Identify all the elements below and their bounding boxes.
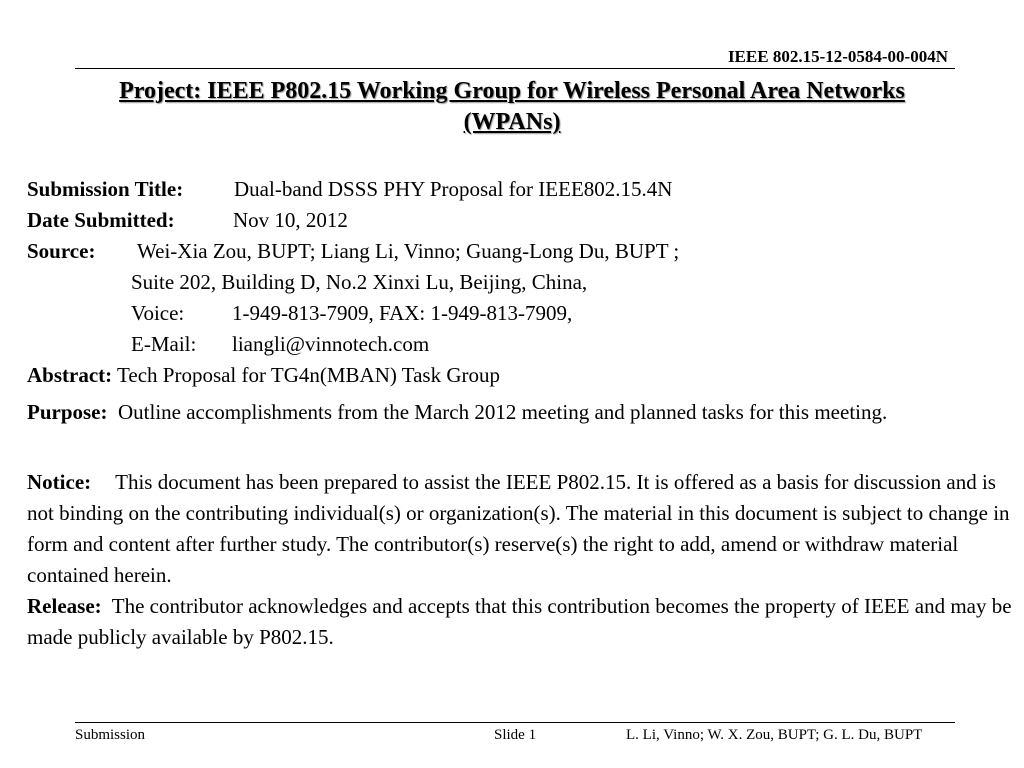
- project-title: [40, 76, 984, 138]
- voice-value: 1-949-813-7909, FAX: 1-949-813-7909,: [232, 301, 573, 325]
- email-label: E-Mail:: [131, 332, 197, 356]
- source-row: [27, 236, 1019, 267]
- document-id: IEEE 802.15-12-0584-00-004N: [727, 47, 948, 66]
- header-divider: [75, 68, 955, 69]
- purpose-label: Purpose:: [27, 400, 108, 424]
- submission-title-value: Dual-band DSSS PHY Proposal for IEEE802.15.4N: [234, 177, 673, 201]
- footer-authors: L. Li, Vinno; W. X. Zou, BUPT; G. L. Du, BUPT: [626, 727, 923, 743]
- footer-divider: [75, 722, 955, 723]
- release-paragraph: [27, 591, 1019, 653]
- notice-label: Notice:: [27, 470, 92, 494]
- date-submitted-value: Nov 10, 2012: [233, 208, 348, 232]
- abstract-value: Tech Proposal for TG4n(MBAN) Task Group: [117, 363, 500, 387]
- submission-title-row: [27, 174, 1019, 205]
- source-authors: Wei-Xia Zou, BUPT; Liang Li, Vinno; Guang-Long Du, BUPT ;: [137, 239, 680, 263]
- footer-submission: Submission: [75, 727, 146, 743]
- notice-paragraph: [27, 467, 1019, 591]
- purpose-section: [27, 397, 1019, 428]
- purpose-paragraph: [27, 397, 1019, 428]
- voice-label: Voice:: [131, 301, 185, 325]
- source-label: Source:: [27, 239, 96, 263]
- date-submitted-row: [27, 205, 1019, 236]
- footer-slide-number: Slide 1: [494, 727, 537, 743]
- release-label: Release:: [27, 594, 102, 618]
- email-value: liangli@vinnotech.com: [232, 332, 430, 356]
- source-address-row: [27, 267, 1019, 298]
- submission-metadata: [27, 174, 1019, 391]
- date-submitted-label: Date Submitted:: [27, 208, 175, 232]
- purpose-value: Outline accomplishments from the March 2012 meeting and planned tasks for this meeting.: [118, 400, 888, 424]
- abstract-label: Abstract:: [27, 363, 113, 387]
- project-title-line1: Project: IEEE P802.15 Working Group for Wireless Personal Area Networks: [119, 78, 905, 104]
- abstract-row: [27, 360, 1019, 391]
- source-voice-row: [27, 298, 1019, 329]
- notice-release-section: [27, 467, 1019, 653]
- submission-title-label: Submission Title:: [27, 177, 184, 201]
- source-address: Suite 202, Building D, No.2 Xinxi Lu, Beijing, China,: [131, 270, 588, 294]
- source-email-row: [27, 329, 1019, 360]
- release-value: The contributor acknowledges and accepts that this contribution becomes the property of IEEE and may be made publicly available by P802.15.: [27, 594, 1012, 649]
- notice-value: This document has been prepared to assist the IEEE P802.15. It is offered as a basis for discussion and is not binding on the contributing individual(s) or organization(s). The material in this document is subject to change in form and content after further study. The contributor(s) reserve(s) the right to add, amend or withdraw material contained herein.: [27, 470, 1010, 587]
- project-title-line2: (WPANs): [463, 109, 561, 135]
